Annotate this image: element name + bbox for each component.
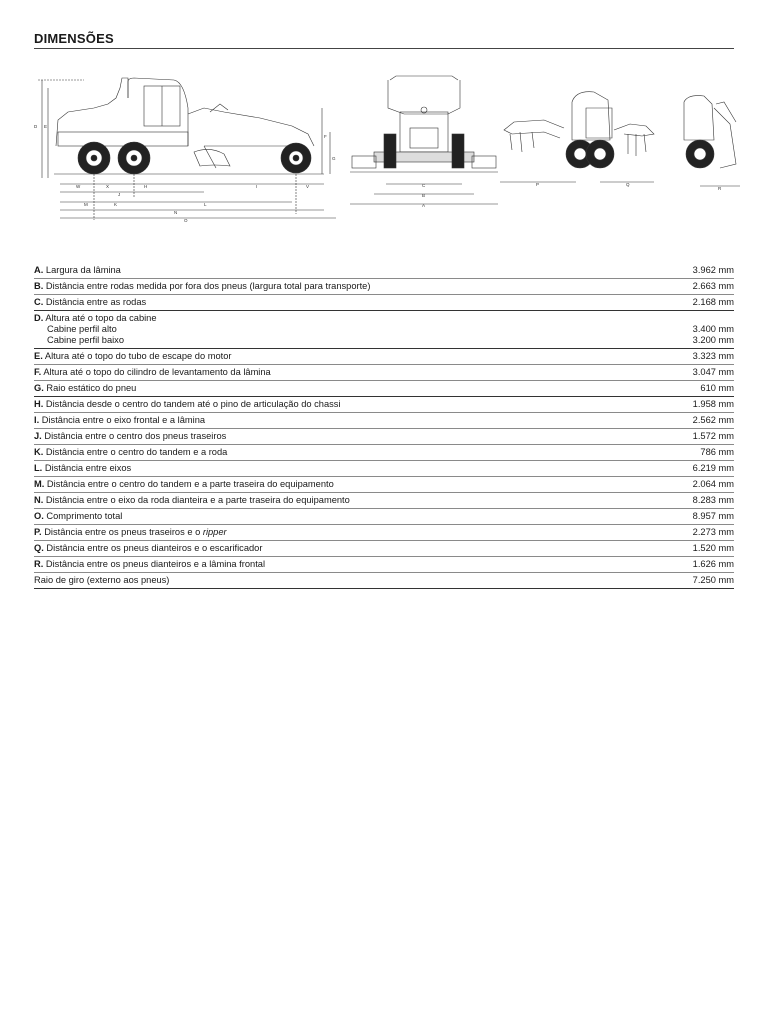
- spec-letter: K.: [34, 447, 44, 457]
- spec-label: [34, 431, 226, 442]
- spec-value: [693, 265, 734, 276]
- spec-row: [34, 477, 734, 493]
- spec-letter: Q.: [34, 543, 44, 553]
- spec-letter: E.: [34, 351, 43, 361]
- spec-value: [693, 367, 734, 378]
- spec-label: [34, 479, 334, 490]
- spec-row: [34, 397, 734, 413]
- spec-value-text: 1.958 mm: [692, 399, 734, 409]
- label-D: D: [34, 124, 38, 129]
- spec-letter: J.: [34, 431, 42, 441]
- spec-value: [700, 447, 734, 458]
- spec-text: Raio de giro (externo aos pneus): [34, 575, 170, 585]
- spec-sub-value: 3.400 mm: [692, 324, 734, 334]
- spec-letter: D.: [34, 313, 44, 323]
- label-M: M: [84, 202, 88, 207]
- label-H: H: [144, 184, 148, 189]
- spec-letter: I.: [34, 415, 40, 425]
- spec-row: [34, 573, 734, 589]
- spec-value-text: 3.323 mm: [692, 351, 734, 361]
- spec-value: [693, 543, 734, 554]
- spec-sub-label: Cabine perfil alto: [47, 324, 117, 334]
- spec-text: Altura até o topo da cabine: [45, 313, 157, 323]
- spec-value-text: 6.219 mm: [692, 463, 734, 473]
- spec-letter: C.: [34, 297, 44, 307]
- spec-row: [34, 295, 734, 311]
- spec-label: [34, 463, 131, 474]
- spec-value-text: 1.520 mm: [692, 543, 734, 553]
- scarifier-view-drawing: [586, 108, 654, 182]
- spec-label: [34, 559, 265, 570]
- spec-label: [34, 511, 122, 522]
- spec-row: [34, 557, 734, 573]
- spec-text: Largura da lâmina: [45, 265, 121, 275]
- spec-text: Raio estático do pneu: [46, 383, 137, 393]
- spec-text: Distância entre os pneus dianteiros e a lâmina frontal: [45, 559, 266, 569]
- spec-letter: O.: [34, 511, 44, 521]
- spec-value: [693, 399, 734, 410]
- spec-text: Distância desde o centro do tandem até o pino de articulação do chassi: [45, 399, 341, 409]
- label-J: J: [118, 192, 121, 197]
- spec-value-text: 2.562 mm: [692, 415, 734, 425]
- label-W: W: [76, 184, 81, 189]
- spec-value-text: 610 mm: [700, 383, 734, 393]
- spec-letter: N.: [34, 495, 44, 505]
- spec-row: [34, 413, 734, 429]
- spec-row: [34, 445, 734, 461]
- spec-value-text: 2.168 mm: [692, 297, 734, 307]
- label-front-B: B: [422, 193, 426, 198]
- spec-label: [34, 313, 157, 346]
- spec-label: [34, 447, 227, 458]
- label-V: V: [306, 184, 310, 189]
- label-P: P: [536, 182, 540, 187]
- spec-value: [693, 575, 734, 586]
- spec-label: [34, 399, 341, 410]
- spec-label: [34, 575, 169, 586]
- spec-row: [34, 525, 734, 541]
- spec-value: [693, 559, 734, 570]
- spec-value: [693, 415, 734, 426]
- grader-drawings-svg: [24, 68, 744, 228]
- spec-label: [34, 383, 136, 394]
- label-L: L: [204, 202, 207, 207]
- spec-value: [693, 495, 734, 506]
- label-front-C: C: [422, 183, 426, 188]
- spec-row: [34, 279, 734, 295]
- spec-value: [693, 313, 734, 346]
- label-E: E: [44, 124, 48, 129]
- label-X: X: [106, 184, 110, 189]
- spec-text: Altura até o topo do cilindro de levantamento da lâmina: [43, 367, 271, 377]
- spec-text: Distância entre os pneus traseiros e o: [44, 527, 203, 537]
- spec-label: [34, 415, 205, 426]
- spec-text: Distância entre as rodas: [45, 297, 147, 307]
- label-G: G: [332, 156, 336, 161]
- spec-value-text: 7.250 mm: [692, 575, 734, 585]
- ripper-view-drawing: [500, 92, 610, 182]
- spec-letter: L.: [34, 463, 43, 473]
- spec-value-text: 786 mm: [700, 447, 734, 457]
- spec-text: Distância entre os pneus dianteiros e o escarificador: [46, 543, 263, 553]
- spec-row: [34, 461, 734, 477]
- spec-value-text: 3.962 mm: [692, 265, 734, 275]
- spec-text: Distância entre eixos: [44, 463, 132, 473]
- spec-letter: R.: [34, 559, 44, 569]
- spec-letter: A.: [34, 265, 44, 275]
- page-title: DIMENSÕES: [34, 31, 114, 46]
- spec-text: Distância entre o centro dos pneus traseiros: [44, 431, 227, 441]
- spec-text: Distância entre o centro do tandem e a roda: [45, 447, 228, 457]
- spec-letter: B.: [34, 281, 44, 291]
- spec-label: [34, 281, 370, 292]
- spec-label: [34, 527, 227, 538]
- spec-row: [34, 381, 734, 397]
- spec-row: [34, 349, 734, 365]
- spec-row: [34, 509, 734, 525]
- side-view-drawing: [38, 78, 336, 220]
- label-K: K: [114, 202, 118, 207]
- spec-sub-label: Cabine perfil baixo: [47, 335, 125, 345]
- spec-value: [693, 431, 734, 442]
- spec-letter: F.: [34, 367, 42, 377]
- spec-value: [693, 511, 734, 522]
- label-F: F: [324, 134, 327, 139]
- spec-text: Comprimento total: [46, 511, 123, 521]
- spec-label: [34, 367, 271, 378]
- spec-row: [34, 311, 734, 349]
- spec-text: Altura até o topo do tubo de escape do motor: [44, 351, 232, 361]
- label-O: O: [184, 218, 188, 223]
- title-divider: [34, 48, 734, 49]
- spec-letter: P.: [34, 527, 42, 537]
- label-R: R: [718, 186, 722, 191]
- spec-label: [34, 495, 350, 506]
- spec-label: [34, 543, 262, 554]
- spec-text: Distância entre o centro do tandem e a parte traseira do equipamento: [46, 479, 334, 489]
- spec-value: [700, 383, 734, 394]
- spec-value: [693, 527, 734, 538]
- spec-label: [34, 265, 121, 276]
- spec-letter: H.: [34, 399, 44, 409]
- label-Q: Q: [626, 182, 630, 187]
- spec-value-text: 1.572 mm: [692, 431, 734, 441]
- spec-row: [34, 541, 734, 557]
- spec-value-text: 2.273 mm: [692, 527, 734, 537]
- spec-letter: G.: [34, 383, 44, 393]
- spec-value-text: 3.047 mm: [692, 367, 734, 377]
- spec-text: Distância entre rodas medida por fora dos pneus (largura total para transporte): [45, 281, 371, 291]
- blade-view-drawing: [684, 96, 740, 186]
- label-N: N: [174, 210, 178, 215]
- spec-label: [34, 297, 146, 308]
- spec-text: Distância entre o eixo frontal e a lâmina: [41, 415, 206, 425]
- spec-label: [34, 351, 231, 362]
- spec-value: [693, 463, 734, 474]
- spec-value-text: 8.283 mm: [692, 495, 734, 505]
- dimension-drawings: [24, 68, 744, 228]
- spec-text: Distância entre o eixo da roda dianteira e a parte traseira do equipamento: [45, 495, 350, 505]
- spec-value-text: 2.663 mm: [692, 281, 734, 291]
- label-I: I: [256, 184, 258, 189]
- spec-value: [693, 351, 734, 362]
- spec-value-text: 1.626 mm: [692, 559, 734, 569]
- spec-value: [693, 479, 734, 490]
- label-front-A: A: [422, 203, 426, 208]
- spec-value: [693, 281, 734, 292]
- spec-value: [693, 297, 734, 308]
- spec-row: [34, 263, 734, 279]
- spec-value-text: 8.957 mm: [692, 511, 734, 521]
- spec-letter: M.: [34, 479, 45, 489]
- spec-row: [34, 429, 734, 445]
- spec-sub-value: 3.200 mm: [692, 335, 734, 345]
- spec-row: [34, 365, 734, 381]
- spec-text-italic: ripper: [202, 527, 227, 537]
- spec-row: [34, 493, 734, 509]
- spec-value-text: 2.064 mm: [692, 479, 734, 489]
- dimensions-table: [34, 263, 734, 589]
